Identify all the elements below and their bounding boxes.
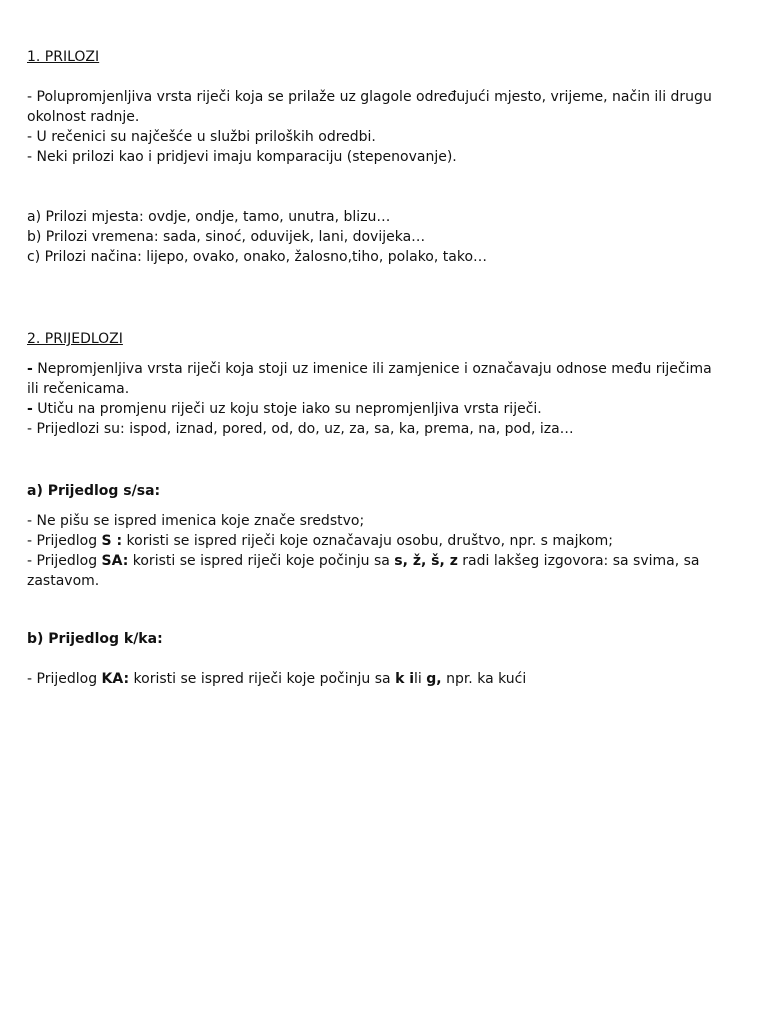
rule-line: - Prijedlog SA: koristi se ispred riječi koje počinju sa s, ž, š, z radi lakšeg izgovora: sa svima, sa zastavom. xyxy=(27,553,700,589)
section-1-definition xyxy=(27,87,727,167)
definition-line: - Prijedlozi su: ispod, iznad, pored, od, do, uz, za, sa, ka, prema, na, pod, iza… xyxy=(27,421,574,437)
subsection-a-body xyxy=(27,511,727,591)
definition-line: - Nepromjenljiva vrsta riječi koja stoji uz imenice ili zamjenice i označavaju odnose među riječima ili rečenicama. xyxy=(27,361,712,397)
subsection-b-body xyxy=(27,669,727,689)
section-2-title: 2. PRIJEDLOZI xyxy=(27,331,123,347)
section-1-title: 1. PRILOZI xyxy=(27,49,100,65)
list-item: c) Prilozi načina: lijepo, ovako, onako, žalosno,tiho, polako, tako… xyxy=(27,249,488,265)
definition-line: - U rečenici su najčešće u službi priloških odredbi. xyxy=(27,129,376,145)
list-item: b) Prilozi vremena: sada, sinoć, oduvijek, lani, dovijeka… xyxy=(27,229,426,245)
section-2-definition xyxy=(27,359,727,439)
definition-line: - Polupromjenljiva vrsta riječi koja se prilaže uz glagole određujući mjesto, vrijeme, način ili drugu okolnost radnje. xyxy=(27,89,712,125)
list-item: a) Prilozi mjesta: ovdje, ondje, tamo, unutra, blizu… xyxy=(27,209,391,225)
subsection-a-title: a) Prijedlog s/sa: xyxy=(27,483,161,499)
rule-line: - Prijedlog S : koristi se ispred riječi koje označavaju osobu, društvo, npr. s majkom; xyxy=(27,533,613,549)
definition-line: - Utiču na promjenu riječi uz koju stoje iako su nepromjenljiva vrsta riječi. xyxy=(27,401,542,417)
rule-line: - Prijedlog KA: koristi se ispred riječi koje počinju sa k ili g, npr. ka kući xyxy=(27,671,527,687)
definition-line: - Neki prilozi kao i pridjevi imaju komparaciju (stepenovanje). xyxy=(27,149,457,165)
subsection-b-title: b) Prijedlog k/ka: xyxy=(27,631,163,647)
document-page xyxy=(27,47,727,689)
adverb-types-list xyxy=(27,207,727,267)
rule-line: - Ne pišu se ispred imenica koje znače sredstvo; xyxy=(27,513,365,529)
